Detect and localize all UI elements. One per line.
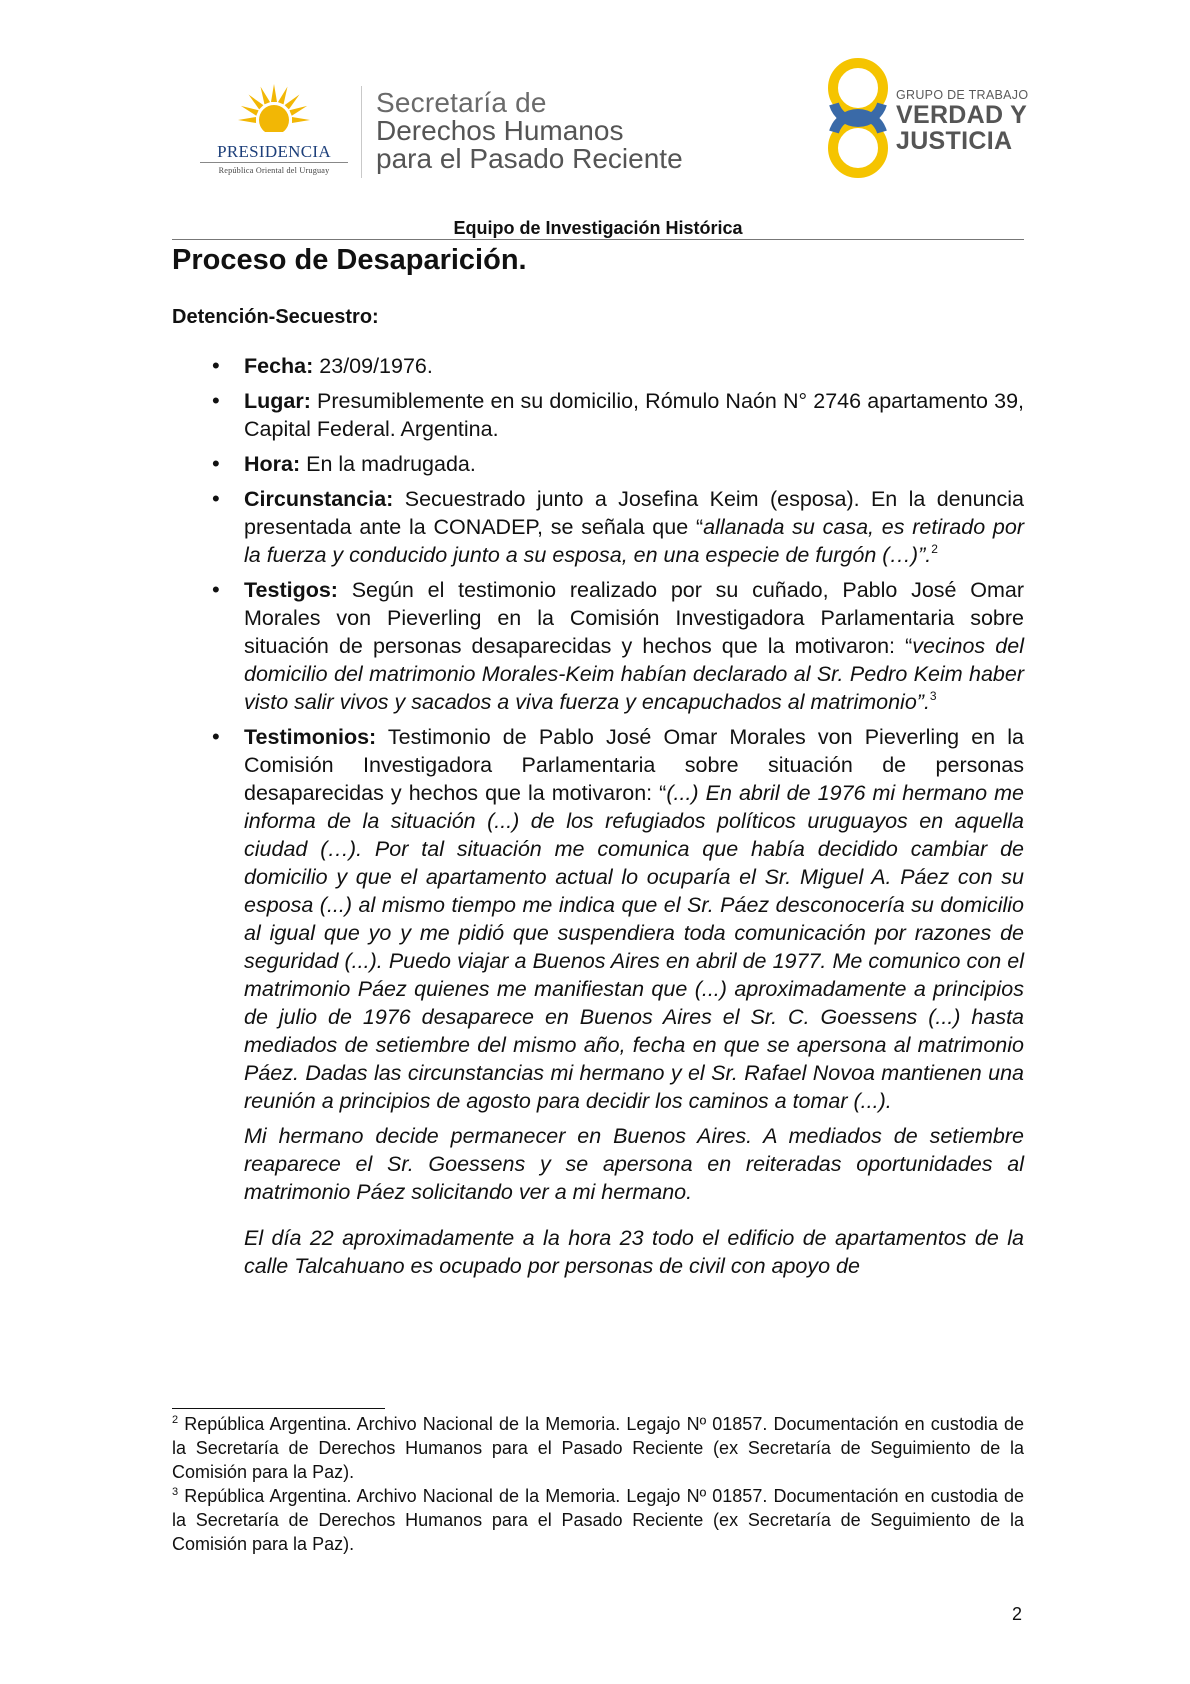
presidencia-subtitle: República Oriental del Uruguay — [218, 166, 330, 175]
presidencia-rule — [200, 162, 348, 163]
footnote-ref-2[interactable]: 2 — [931, 542, 938, 556]
bullet-icon: • — [212, 724, 220, 749]
section-title: Detención-Secuestro: — [172, 306, 379, 328]
footnote-3 — [172, 1484, 1024, 1556]
list-item-testigos — [172, 576, 1024, 716]
testimonios-text: Testimonio de Pablo José Omar Morales von Pieverling en la Comisión Investigadora Parlamentaria sobre situación de personas desaparecidas y hechos que la motivaron: “ — [244, 725, 1024, 805]
testigos-label: Testigos: — [244, 578, 338, 602]
testimonios-quote-3: El día 22 aproximadamente a la hora 23 todo el edificio de apartamentos de la calle Talcahuano es ocupado por personas de civil con apoyo de — [244, 1226, 1024, 1278]
list-item-fecha — [172, 352, 1024, 380]
verdad-justicia-logo — [820, 56, 1030, 180]
fecha-label: Fecha: — [244, 354, 314, 378]
list-item-hora — [172, 450, 1024, 478]
verdad-y-label: VERDAD Y — [896, 101, 1028, 129]
circunstancia-label: Circunstancia: — [244, 487, 394, 511]
grupo-de-trabajo-label: GRUPO DE TRABAJO — [896, 88, 1029, 102]
rings-emblem-icon — [820, 56, 896, 180]
presidencia-name: PRESIDENCIA — [217, 142, 331, 161]
header-rule — [172, 239, 1024, 240]
bullet-icon: • — [212, 388, 220, 413]
bullet-icon: • — [212, 451, 220, 476]
list-item-circunstancia — [172, 485, 1024, 569]
page-number: 2 — [1012, 1604, 1023, 1624]
detail-list — [172, 352, 1024, 1287]
sun-emblem-icon — [234, 82, 314, 142]
secretaria-line-2: Derechos Humanos — [376, 115, 624, 146]
page-title: Proceso de Desaparición. — [172, 244, 527, 276]
circunstancia-text: Secuestrado junto a Josefina Keim (esposa). En la denuncia presentada ante la CONADEP, se señala que “ — [244, 487, 1024, 539]
team-header: Equipo de Investigación Histórica — [453, 218, 743, 238]
secretaria-line-1: Secretaría de — [376, 87, 547, 118]
footnote-separator — [172, 1408, 385, 1409]
presidencia-logo — [196, 82, 352, 178]
bullet-icon: • — [212, 577, 220, 602]
hora-value: En la madrugada. — [300, 452, 476, 476]
fecha-value: 23/09/1976. — [313, 354, 433, 378]
lugar-label: Lugar: — [244, 389, 311, 413]
footnote-number: 3 — [172, 1486, 179, 1498]
testimonios-quote-2: Mi hermano decide permanecer en Buenos Aires. A mediados de setiembre reaparece el Sr. Goessens y se apersona en reiteradas oportunidades al matrimonio Páez solicitando ver a mi hermano. — [244, 1124, 1024, 1204]
logo-divider — [361, 86, 362, 178]
justicia-label: JUSTICIA — [896, 127, 1013, 155]
bullet-icon: • — [212, 486, 220, 511]
footnotes — [172, 1412, 1024, 1556]
testigos-text: Según el testimonio realizado por su cuñado, Pablo José Omar Morales von Pieverling en la Comisión Investigadora Parlamentaria sobre situación de personas desaparecidas y hechos que la motivaron: “ — [244, 578, 1024, 658]
circunstancia-quote: allanada su casa, es retirado por la fuerza y conducido junto a su esposa, en una especie de furgón (…)”. — [244, 515, 1024, 567]
list-item-testimonios — [172, 723, 1024, 1280]
testimonios-quote-1: (...) En abril de 1976 mi hermano me informa de la situación (...) de los refugiados políticos uruguayos en aquella ciudad (…). Por tal situación me comunica que había decidido cambiar de domicilio y que el apartamento actual lo ocuparía el Sr. Miguel A. Páez con su esposa (...) al mismo tiempo me indica que el Sr. Páez desconocería su domicilio al igual que yo y me pidió que suspendiera toda comunicación por razones de seguridad (...). Puedo viajar a Buenos Aires en abril de 1977. Me comunico con el matrimonio Páez quienes me manifiestan que (...) aproximadamente a principios de julio de 1976 desaparece en Buenos Aires el Sr. C. Goessens (...) hasta mediados de setiembre del mismo año, fecha en que se apersona al matrimonio Páez. Dadas las circunstancias mi hermano y el Sr. Rafael Novoa mantienen una reunión a principios de agosto para decidir los caminos a tomar (...). — [244, 781, 1024, 1113]
bullet-icon: • — [212, 353, 220, 378]
testigos-quote: vecinos del domicilio del matrimonio Morales-Keim habían declarado al Sr. Pedro Keim haber visto salir vivos y sacados a viva fuerza y encapuchados al matrimonio”. — [244, 634, 1024, 714]
secretaria-logo-text — [376, 89, 683, 173]
footnote-ref-3[interactable]: 3 — [929, 689, 937, 703]
verdad-justicia-text — [896, 88, 1028, 154]
footnote-number: 2 — [172, 1414, 179, 1426]
lugar-value: Presumiblemente en su domicilio, Rómulo Naón N° 2746 apartamento 39, Capital Federal. Argentina. — [244, 389, 1024, 441]
footnote-2 — [172, 1412, 1024, 1484]
testimonios-label: Testimonios: — [244, 725, 377, 749]
hora-label: Hora: — [244, 452, 301, 476]
footnote-text: República Argentina. Archivo Nacional de la Memoria. Legajo Nº 01857. Documentación en custodia de la Secretaría de Derechos Humanos para el Pasado Reciente (ex Secretaría de Seguimiento de la Comisión para la Paz). — [172, 1486, 1024, 1554]
footnote-text: República Argentina. Archivo Nacional de la Memoria. Legajo Nº 01857. Documentación en custodia de la Secretaría de Derechos Humanos para el Pasado Reciente (ex Secretaría de Seguimiento de la Comisión para la Paz). — [172, 1414, 1024, 1482]
secretaria-line-3: para el Pasado Reciente — [376, 143, 683, 174]
list-item-lugar — [172, 387, 1024, 443]
